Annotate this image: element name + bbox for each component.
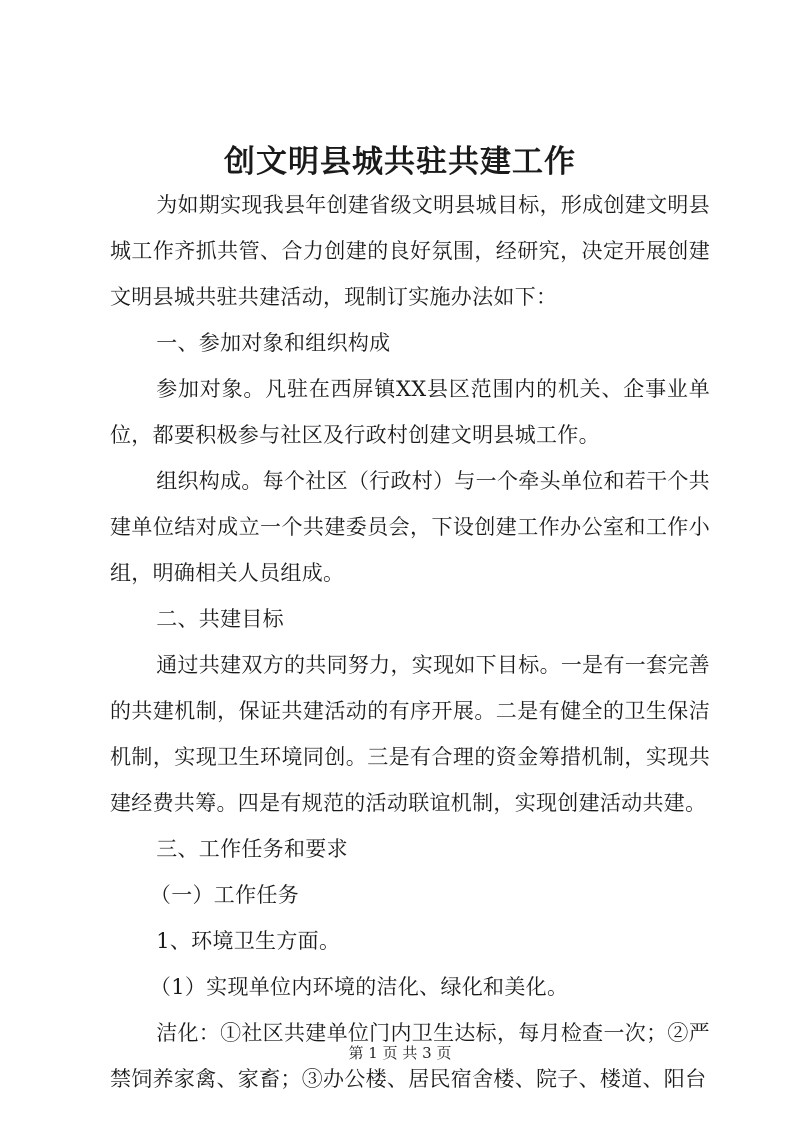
paragraph-intro: 为如期实现我县年创建省级文明县城目标，形成创建文明县城工作齐抓共管、合力创建的良好氛围，经研究，决定开展创建文明县城共驻共建活动，现制订实施办法如下： — [110, 193, 710, 309]
section-heading-3: 三、工作任务和要求 — [156, 837, 348, 861]
item-heading-environment: 1、环境卫生方面。 — [156, 929, 341, 953]
item-subheading-greening: （1）实现单位内环境的洁化、绿化和美化。 — [149, 975, 569, 999]
paragraph-organization: 组织构成。每个社区（行政村）与一个牵头单位和若干个共建单位结对成立一个共建委员会，下设创建工作办公室和工作小组，明确相关人员组成。 — [110, 469, 710, 585]
paragraph-goals: 通过共建双方的共同努力，实现如下目标。一是有一套完善的共建机制，保证共建活动的有序开展。二是有健全的卫生保洁机制，实现卫生环境同创。三是有合理的资金筹措机制，实现共建经费共筹。四是有规范的活动联谊机制，实现创建活动共建。 — [110, 653, 710, 815]
document-title: 创文明县城共驻共建工作 — [224, 144, 576, 180]
paragraph-cleaning: 洁化：①社区共建单位门内卫生达标，每月检查一次；②严禁饲养家禽、家畜；③办公楼、居民宿舍楼、院子、楼道、阳台 — [110, 1021, 710, 1091]
section-heading-2: 二、共建目标 — [156, 607, 284, 631]
document-body — [110, 182, 710, 1102]
page-footer: 第 1 页 共 3 页 — [348, 1044, 452, 1062]
section-heading-1: 一、参加对象和组织构成 — [156, 331, 391, 355]
paragraph-participants: 参加对象。凡驻在西屏镇XX县区范围内的机关、企事业单位，都要积极参与社区及行政村创建文明县城工作。 — [110, 377, 710, 447]
subsection-heading-tasks: （一）工作任务 — [149, 883, 299, 907]
